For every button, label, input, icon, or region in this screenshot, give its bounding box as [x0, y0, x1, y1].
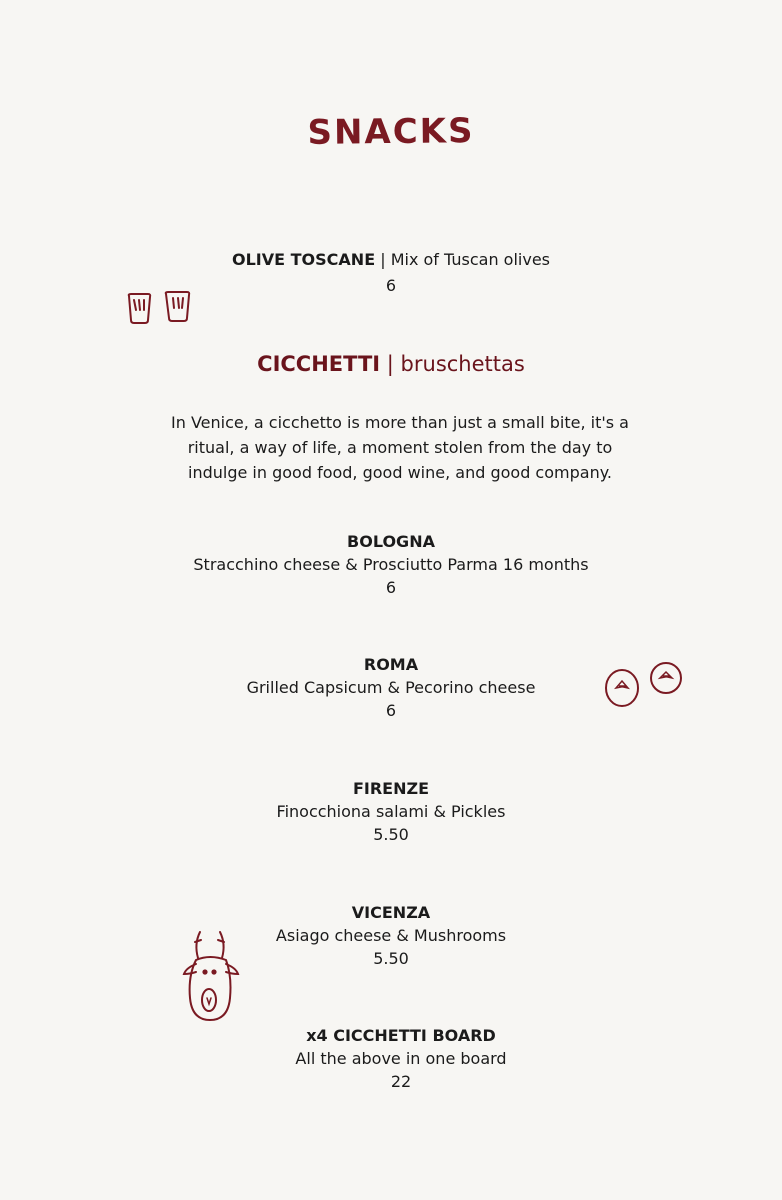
olive-price: 6 [385, 276, 397, 295]
item-name: x4 CICCHETTI BOARD [306, 1026, 496, 1045]
section-heading [0, 352, 782, 376]
item-description: Finocchiona salami & Pickles [276, 802, 506, 821]
olive-jars-icon [124, 290, 196, 330]
item-price: 5.50 [373, 949, 409, 968]
menu-item [0, 532, 782, 597]
menu-item [0, 903, 782, 968]
item-price: 6 [385, 578, 397, 597]
item-description: Asiago cheese & Mushrooms [275, 926, 507, 945]
tomatoes-icon [602, 660, 686, 712]
olive-toscane-line [0, 250, 782, 269]
item-description: All the above in one board [295, 1049, 507, 1068]
item-price: 22 [390, 1072, 412, 1091]
section-intro: In Venice, a cicchetto is more than just a small bite, it's a ritual, a way of life, a moment stolen from the day to indulge in good food, good wine, and good company. [171, 413, 629, 482]
item-name: FIRENZE [352, 779, 430, 798]
olive-name: OLIVE TOSCANE [232, 250, 376, 269]
section-subtitle: bruschettas [400, 352, 525, 376]
section-separator: | [386, 352, 394, 376]
goat-icon [180, 928, 244, 1024]
section-name: CICCHETTI [257, 352, 381, 376]
item-name: ROMA [363, 655, 419, 674]
menu-title: SNACKS [307, 111, 475, 153]
item-description: Grilled Capsicum & Pecorino cheese [246, 678, 536, 697]
item-price: 6 [385, 701, 397, 720]
item-description: Stracchino cheese & Prosciutto Parma 16 months [193, 555, 589, 574]
olive-description: Mix of Tuscan olives [390, 250, 550, 269]
item-name: VICENZA [351, 903, 431, 922]
item-price: 5.50 [373, 825, 409, 844]
item-name: BOLOGNA [347, 532, 435, 551]
menu-item [10, 1026, 782, 1091]
olive-separator: | [380, 250, 386, 269]
menu-item [0, 779, 782, 844]
